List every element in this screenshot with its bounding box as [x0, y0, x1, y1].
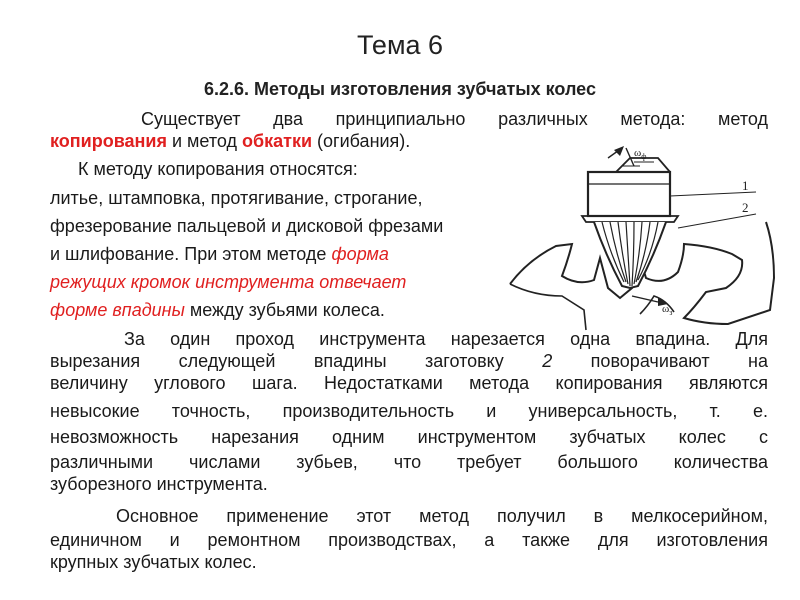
paragraph-3-line-1: Основное применение этот метод получил в мелкосерийном, — [116, 506, 768, 526]
copying-method-term: копирования — [50, 131, 167, 151]
copying-list-line-3: фрезерование пальцевой и дисковой фрезами — [50, 216, 444, 236]
svg-text:ωз — [662, 303, 672, 317]
gear-tooth-left — [510, 284, 586, 330]
form-term: форма — [331, 244, 389, 264]
copying-list-line-4-text: и шлифование. При этом методе — [50, 244, 332, 264]
cavity-form-term: форме впадины — [50, 300, 185, 320]
intro-line-2 — [50, 130, 410, 152]
paragraph-2-line-6: различными числами зубьев, что требует большого количества — [50, 452, 768, 472]
paragraph-2-line-5: невозможность нарезания одним инструментом зубчатых колес с — [50, 427, 768, 447]
paragraph-2-line-2-start: вырезания следующей впадины заготовку — [50, 351, 543, 371]
svg-text:ωф — [634, 147, 646, 161]
omega-f-subscript: ф — [641, 152, 647, 161]
copying-list-line-6 — [50, 299, 385, 321]
paragraph-2-line-2 — [50, 350, 768, 372]
mill-shaft — [588, 172, 670, 216]
paragraph-2-line-2-end: поворачивают на — [552, 351, 768, 371]
copying-list-intro: К методу копирования относятся: — [78, 159, 358, 179]
intro-line-1: Существует два принципиально различных метода: метод — [141, 109, 768, 129]
paragraph-2-line-1: За один проход инструмента нарезается одна впадина. Для — [124, 329, 768, 349]
copying-list-line-6-text: между зубьями колеса. — [184, 300, 385, 320]
paragraph-2-line-7: зуборезного инструмента. — [50, 474, 268, 494]
cutting-edges-phrase: режущих кромок инструмента отвечает — [50, 272, 407, 292]
finger-mill-figure — [498, 136, 778, 336]
intro-and-method: и метод — [166, 131, 242, 151]
section-heading: 6.2.6. Методы изготовления зубчатых колес — [204, 79, 596, 99]
label-1: 1 — [742, 178, 749, 193]
omega-f-symbol: ω — [634, 147, 642, 159]
omega-z-symbol: ω — [662, 303, 670, 315]
rolling-method-term: обкатки — [242, 131, 313, 151]
copying-list-line-4 — [50, 243, 389, 265]
omega-z-subscript: з — [669, 308, 673, 317]
paragraph-3-line-2: единичном и ремонтном производствах, а также для изготовления — [50, 530, 768, 550]
label-2: 2 — [742, 200, 749, 215]
slide-title: Тема 6 — [356, 30, 444, 60]
paragraph-2-line-3: величину углового шага. Недостатками метода копирования являются — [50, 373, 768, 393]
paragraph-2-line-4: невысокие точность, производительность и универсальность, т. е. — [50, 401, 768, 421]
paragraph-3-line-3: крупных зубчатых колес. — [50, 552, 257, 572]
intro-rolling-note: (огибания). — [312, 131, 411, 151]
blank-number: 2 — [542, 351, 553, 371]
copying-list-line-2: литье, штамповка, протягивание, строгание, — [50, 188, 423, 208]
